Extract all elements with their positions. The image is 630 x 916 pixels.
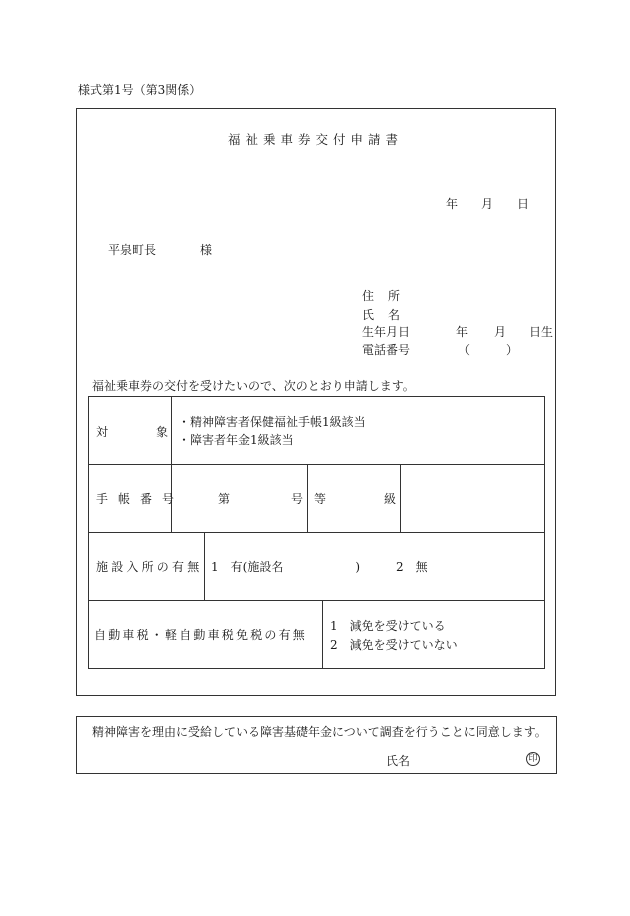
date-day-label: 日 [517, 197, 530, 211]
tax-exemption-option-2: 2 減免を受けていない [330, 638, 458, 652]
table-col-divider [204, 532, 205, 600]
dob-day-label: 日生 [529, 325, 554, 339]
facility-residence-label: 施設入所の有無 [96, 560, 203, 574]
application-statement: 福祉乗車券の交付を受けたいので、次のとおり申請します。 [92, 379, 415, 393]
table-row-divider [88, 600, 545, 601]
addressee-name: 平泉町長 [108, 243, 157, 257]
applicant-name-label: 氏名 [362, 308, 415, 322]
eligibility-option-1: ・精神障害者保健福祉手帳1級該当 [178, 415, 366, 429]
eligibility-label-part1: 対 [96, 425, 109, 439]
applicant-address-label: 住所 [362, 289, 415, 303]
table-col-divider [171, 396, 172, 532]
date-year-label: 年 [446, 197, 459, 211]
addressee-honorific: 様 [200, 243, 213, 257]
handbook-number-prefix: 第 [218, 492, 231, 506]
phone-area-code-parens: （ ） [458, 343, 519, 357]
tax-exemption-option-1: 1 減免を受けている [330, 619, 446, 633]
table-col-divider [307, 464, 308, 532]
grade-label-part2: 級 [384, 492, 397, 506]
facility-residence-options: 1 有(施設名 ) 2 無 [211, 560, 428, 574]
vehicle-tax-exemption-label: 自動車税・軽自動車税免税の有無 [94, 628, 308, 642]
form-number-label: 様式第1号（第3関係） [78, 83, 202, 97]
handbook-number-label: 手帳番号 [96, 492, 185, 506]
form-title: 福祉乗車券交付申請書 [228, 132, 404, 147]
seal-mark: 印 [526, 752, 540, 766]
applicant-dob-label: 生年月日 [362, 325, 411, 339]
consent-name-label: 氏名 [386, 754, 411, 768]
handbook-number-suffix: 号 [291, 492, 304, 506]
date-month-label: 月 [481, 197, 494, 211]
table-col-divider [322, 600, 323, 669]
grade-label-part1: 等 [314, 492, 327, 506]
dob-year-label: 年 [456, 325, 469, 339]
table-row-divider [88, 464, 545, 465]
consent-statement: 精神障害を理由に受給している障害基礎年金について調査を行うことに同意します。 [92, 725, 547, 739]
dob-month-label: 月 [494, 325, 507, 339]
eligibility-option-2: ・障害者年金1級該当 [178, 433, 294, 447]
eligibility-label-part2: 象 [156, 425, 169, 439]
applicant-phone-label: 電話番号 [362, 343, 411, 357]
table-col-divider [400, 464, 401, 532]
table-row-divider [88, 532, 545, 533]
